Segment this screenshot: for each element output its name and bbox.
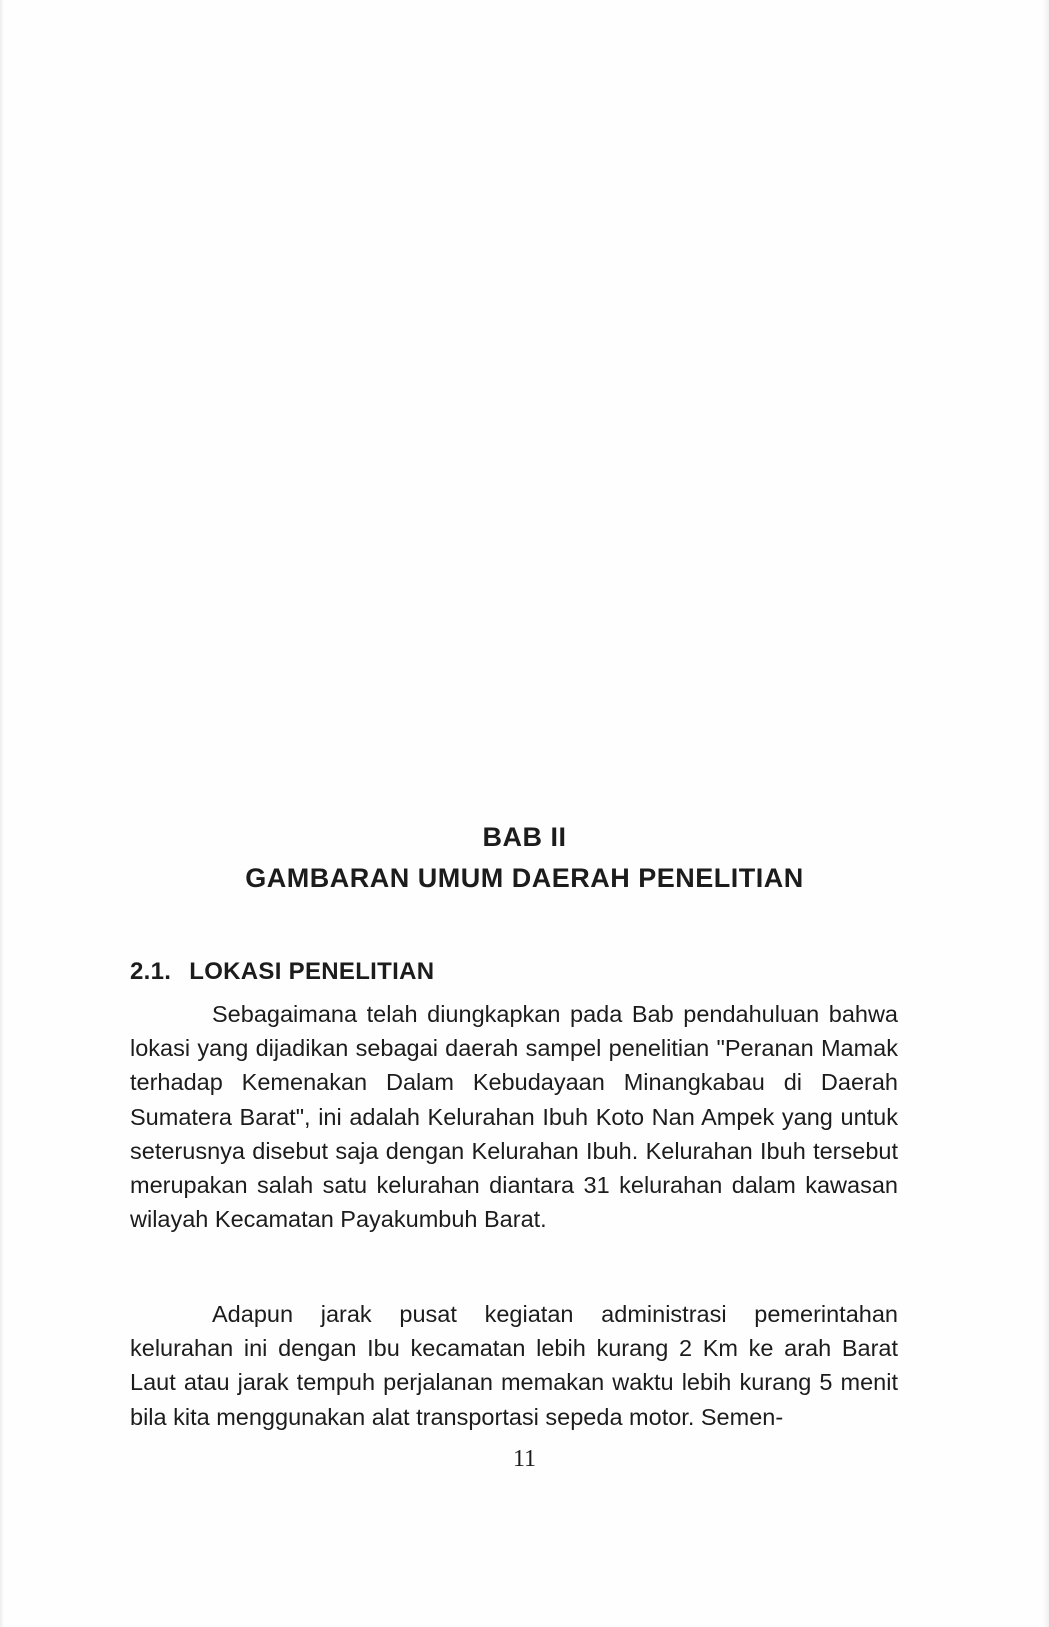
chapter-number: BAB II (482, 822, 567, 852)
section-heading (130, 958, 434, 986)
scan-edge-right (1043, 0, 1049, 1627)
body-paragraph-2: Adapun jarak pusat kegiatan administrasi pemerintahan kelurahan ini dengan Ibu kecamatan lebih kurang 2 Km ke arah Barat Laut atau jarak tempuh perjalanan memakan waktu lebih kurang 5 menit bila kita menggunakan alat transportasi sepeda motor. Semen- (130, 1301, 898, 1430)
page-number: 11 (512, 1446, 537, 1472)
body-paragraph-1: Sebagaimana telah diungkapkan pada Bab pendahuluan bahwa lokasi yang dijadikan sebagai daerah sampel penelitian "Peranan Mamak terhadap Kemenakan Dalam Kebudayaan Minangkabau di Daerah Sumatera Barat", ini adalah Kelurahan Ibuh Koto Nan Ampek yang untuk seterusnya disebut saja dengan Kelurahan Ibuh. Kelurahan Ibuh tersebut merupakan salah satu kelurahan diantara 31 kelurahan dalam kawasan wilayah Kecamatan Payakumbuh Barat. (130, 1001, 898, 1233)
scan-edge-left (0, 0, 4, 1627)
section-number: 2.1. (130, 958, 172, 985)
section-title: LOKASI PENELITIAN (189, 958, 435, 985)
chapter-title: GAMBARAN UMUM DAERAH PENELITIAN (245, 863, 804, 893)
